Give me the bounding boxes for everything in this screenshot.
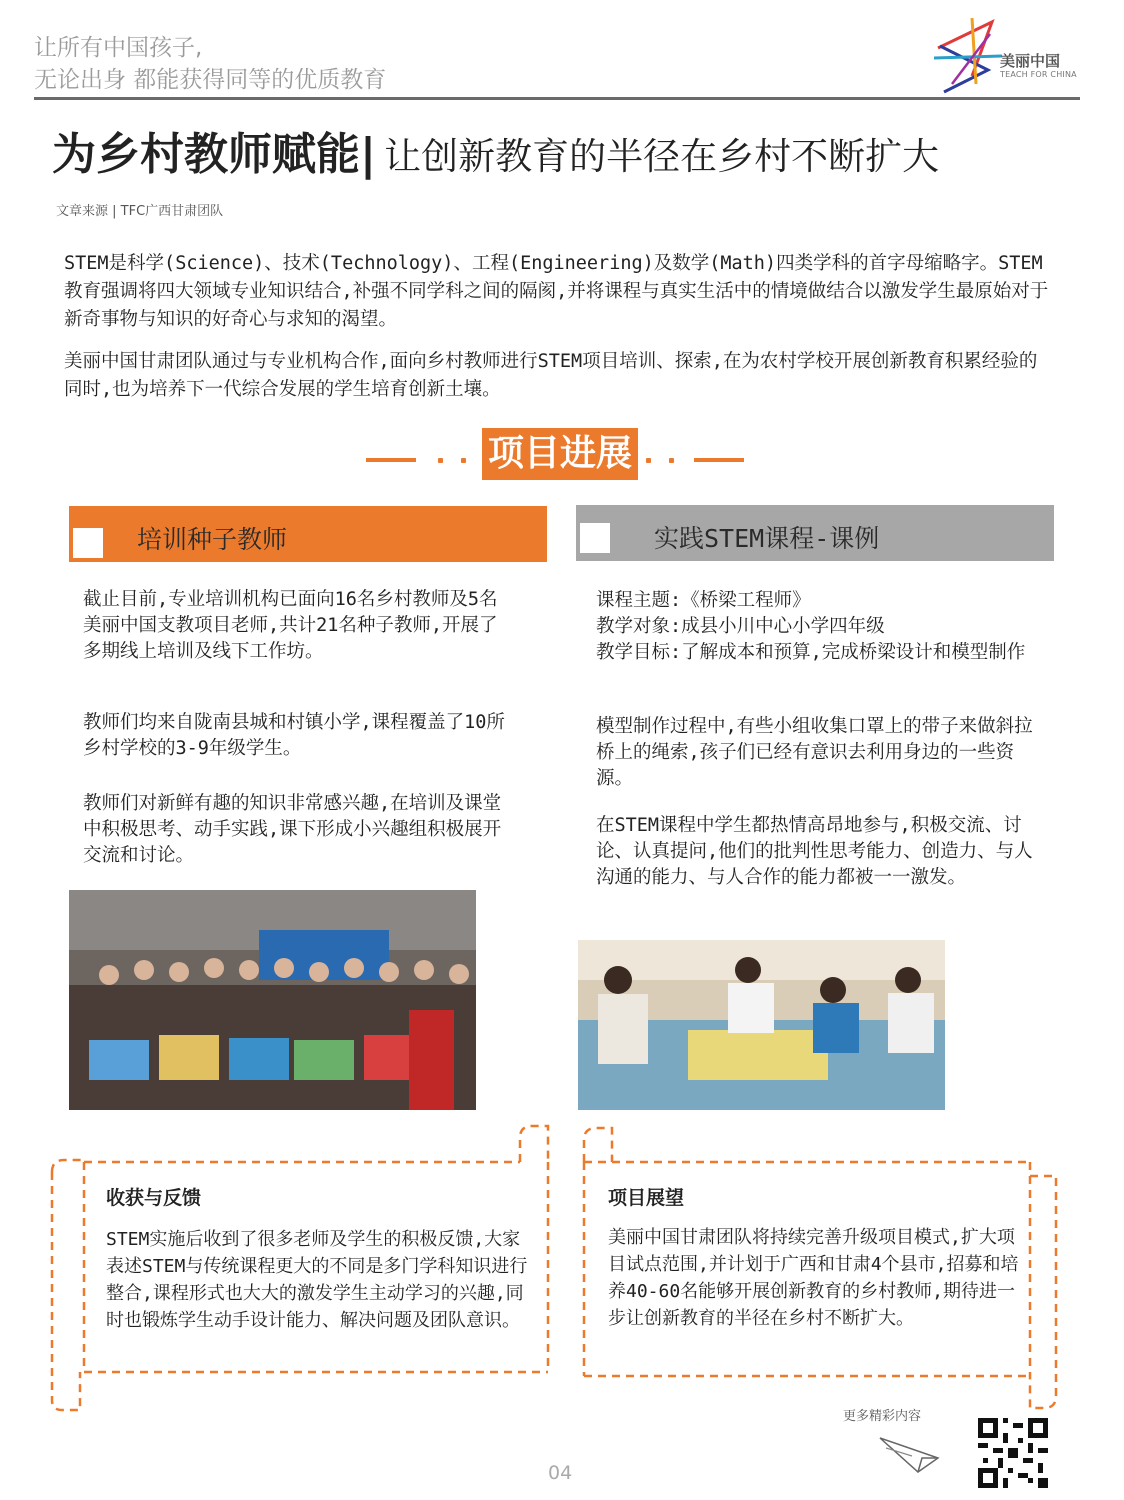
page-title <box>52 118 939 182</box>
more-content-label: 更多精彩内容 <box>843 1409 922 1424</box>
dot-decoration <box>461 458 466 463</box>
qr-code[interactable] <box>978 1418 1048 1488</box>
feedback-box-title: 收获与反馈 <box>106 1187 202 1209</box>
left-column-heading <box>69 506 547 562</box>
outlook-box-title: 项目展望 <box>608 1187 685 1209</box>
dot-decoration <box>438 458 443 463</box>
right-paragraph-2: 模型制作过程中,有些小组收集口罩上的带子来做斜拉桥上的绳索,孩子们已经有意识去利用身边的一些资源。 <box>596 716 1033 789</box>
teachers-group-photo <box>69 890 476 1110</box>
logo-text: 美丽中国 <box>1000 52 1061 70</box>
feedback-box-text: STEM实施后收到了很多老师及学生的积极反馈,大家表述STEM与传统课程更大的不同是多门学科知识进行整合,课程形式也大大的激发学生主动学习的兴趣,同时也锻炼学生动手设计能力、解决问题及团队意识。 <box>106 1229 528 1331</box>
intro-paragraph-1: STEM是科学(Science)、技术(Technology)、工程(Engineering)及数学(Math)四类学科的首字母缩略字。STEM教育强调将四大领域专业知识结合,补强不同学科之间的隔阂,并将课程与真实生活中的情境做结合以激发学生最原始对于新奇事物与知识的好奇心与求知的渴望。 <box>64 253 1049 330</box>
title-main: 为乡村教师赋能 <box>52 129 360 180</box>
section-title: 项目进展 <box>482 428 638 480</box>
qr-code-icon <box>978 1418 1048 1488</box>
left-paragraph-1: 截止目前,专业培训机构已面向16名乡村教师及5名美丽中国支教项目老师,共计21名种子教师,开展了多期线上培训及线下工作坊。 <box>83 589 498 662</box>
classroom-photo-illustration <box>578 940 945 1110</box>
teach-for-china-logo <box>932 14 1082 96</box>
paper-plane-icon <box>878 1428 948 1474</box>
slogan-line-2: 无论出身 都能获得同等的优质教育 <box>34 67 387 93</box>
title-subtitle: 让创新教育的半径在乡村不断扩大 <box>384 135 940 178</box>
logo-subtext: TEACH FOR CHINA <box>1000 70 1077 79</box>
dot-decoration <box>669 458 674 463</box>
right-heading-label: 实践STEM课程-课例 <box>654 524 880 553</box>
students-classroom-photo <box>578 940 945 1110</box>
section-title-banner <box>366 428 746 482</box>
left-paragraph-3: 教师们对新鲜有趣的知识非常感兴趣,在培训及课堂中积极思考、动手实践,课下形成小兴趣组积极展开交流和讨论。 <box>83 793 502 866</box>
outlook-box-text: 美丽中国甘肃团队将持续完善升级项目模式,扩大项目试点范围,并计划于广西和甘肃4个县市,招募和培养40-60名能够开展创新教育的乡村教师,期待进一步让创新教育的半径在乡村不断扩大。 <box>608 1227 1019 1329</box>
square-icon <box>73 528 103 558</box>
page-number: 04 <box>548 1462 573 1484</box>
slogan <box>34 32 386 96</box>
lesson-topic: 课程主题:《桥梁工程师》 <box>596 590 811 611</box>
lesson-info <box>596 588 1051 666</box>
left-paragraph-2: 教师们均来自陇南县城和村镇小学,课程覆盖了10所乡村学校的3-9年级学生。 <box>83 712 505 759</box>
article-source: 文章来源 | TFC广西甘肃团队 <box>56 204 224 219</box>
lesson-audience: 教学对象:成县小川中心小学四年级 <box>596 616 885 637</box>
title-separator: | <box>360 129 377 180</box>
intro-paragraph-2: 美丽中国甘肃团队通过与专业机构合作,面向乡村教师进行STEM项目培训、探索,在为农村学校开展创新教育积累经验的同时,也为培养下一代综合发展的学生培育创新土壤。 <box>64 351 1038 400</box>
left-heading-label: 培训种子教师 <box>137 525 288 554</box>
dash-left <box>366 458 416 462</box>
dot-decoration <box>646 458 651 463</box>
dash-right <box>694 458 744 462</box>
header-rule <box>34 97 1080 100</box>
slogan-line-1: 让所有中国孩子, <box>34 35 203 61</box>
lesson-goal: 教学目标:了解成本和预算,完成桥梁设计和模型制作 <box>596 642 1026 663</box>
group-photo-illustration <box>69 890 476 1110</box>
right-paragraph-3: 在STEM课程中学生都热情高昂地参与,积极交流、讨论、认真提问,他们的批判性思考能力、创造力、与人沟通的能力、与人合作的能力都被一一激发。 <box>596 815 1033 888</box>
right-column-heading <box>576 505 1054 561</box>
square-icon <box>580 523 610 553</box>
